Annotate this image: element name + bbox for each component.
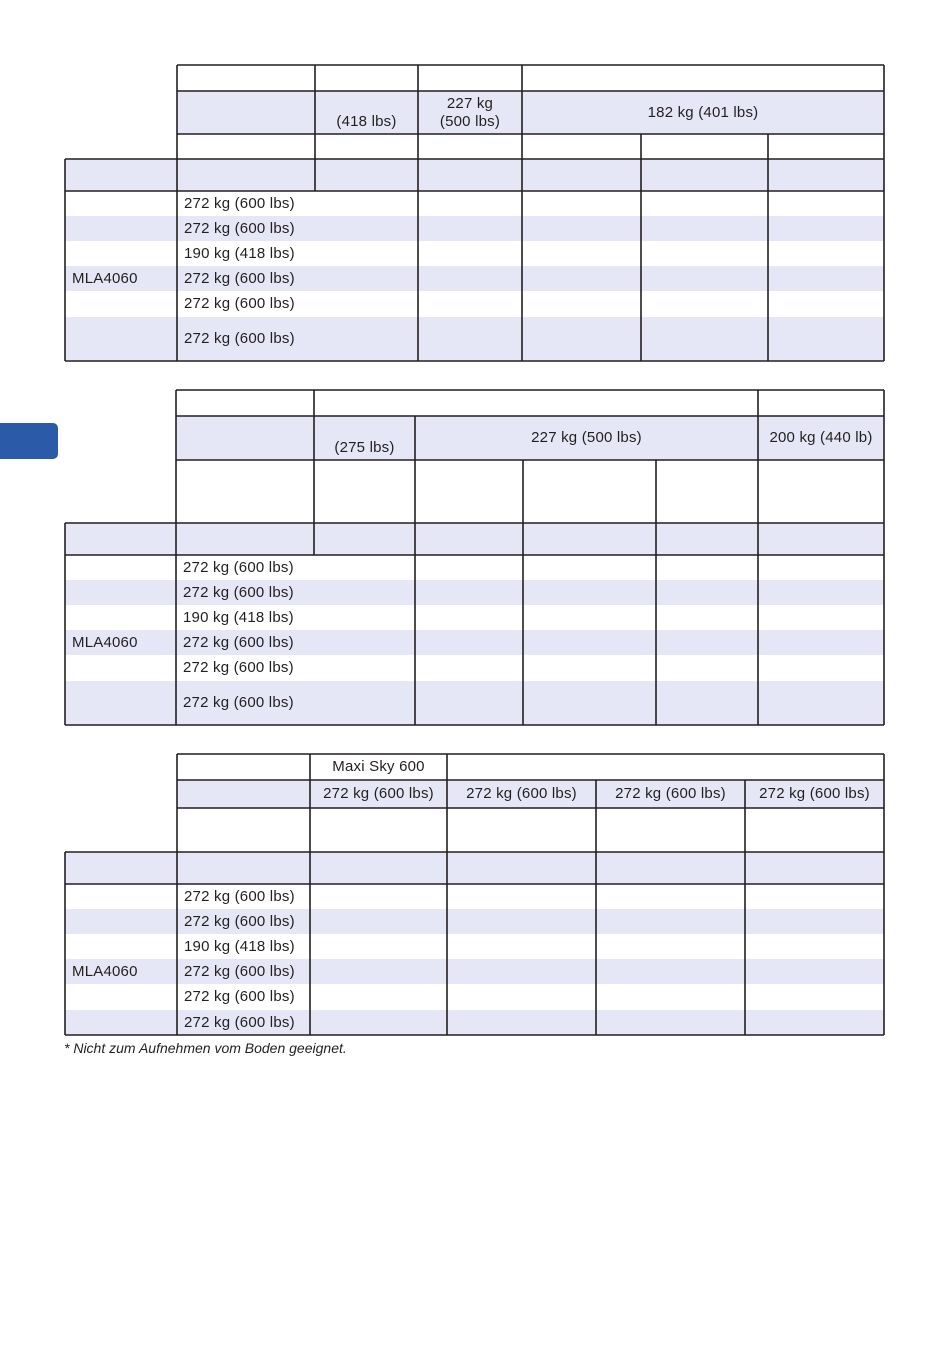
t3-header-capacity-2: 272 kg (600 lbs) [466, 785, 577, 802]
t3-header-product: Maxi Sky 600 [332, 758, 425, 775]
t1-row-capacity: 272 kg (600 lbs) [184, 219, 295, 237]
t2-header-capacity-2: 227 kg (500 lbs) [531, 429, 642, 446]
t3-header-capacity-1: 272 kg (600 lbs) [323, 785, 434, 802]
t3-row-capacity: 272 kg (600 lbs) [184, 1013, 295, 1031]
t3-row-capacity: 272 kg (600 lbs) [184, 988, 295, 1005]
t3-row-capacity: 190 kg (418 lbs) [184, 937, 295, 955]
t3-model-label: MLA4060 [72, 962, 138, 980]
t1-row-capacity: 272 kg (600 lbs) [184, 295, 295, 312]
t2-row-capacity: 272 kg (600 lbs) [183, 558, 294, 576]
t2-row-capacity: 272 kg (600 lbs) [183, 659, 294, 676]
t3-row-capacity: 272 kg (600 lbs) [184, 912, 295, 930]
t2-model-label: MLA4060 [72, 633, 138, 651]
t2-row-capacity: 190 kg (418 lbs) [183, 608, 294, 626]
t1-row-capacity: 190 kg (418 lbs) [184, 244, 295, 262]
t2-row-capacity: 272 kg (600 lbs) [183, 694, 294, 711]
t1-model-label: MLA4060 [72, 269, 138, 287]
t2-header-capacity-1: (275 lbs) [334, 439, 395, 456]
t2-header-capacity-3: 200 kg (440 lb) [769, 429, 873, 446]
t2-row-capacity: 272 kg (600 lbs) [183, 583, 294, 601]
t1-row-capacity: 272 kg (600 lbs) [184, 269, 295, 287]
t1-header-capacity-2: 227 kg (500 lbs) [439, 94, 501, 130]
t3-row-capacity: 272 kg (600 lbs) [184, 887, 295, 905]
t1-row-capacity: 272 kg (600 lbs) [184, 330, 295, 347]
t1-header-capacity-3: 182 kg (401 lbs) [647, 103, 759, 121]
t3-header-capacity-4: 272 kg (600 lbs) [759, 785, 870, 802]
t1-row-capacity: 272 kg (600 lbs) [184, 194, 295, 212]
t3-header-capacity-3: 272 kg (600 lbs) [615, 785, 726, 802]
t1-header-capacity-1: (418 lbs) [336, 113, 397, 130]
t2-row-capacity: 272 kg (600 lbs) [183, 633, 294, 651]
footnote: * Nicht zum Aufnehmen vom Boden geeignet. [64, 1040, 347, 1056]
t3-row-capacity: 272 kg (600 lbs) [184, 962, 295, 980]
